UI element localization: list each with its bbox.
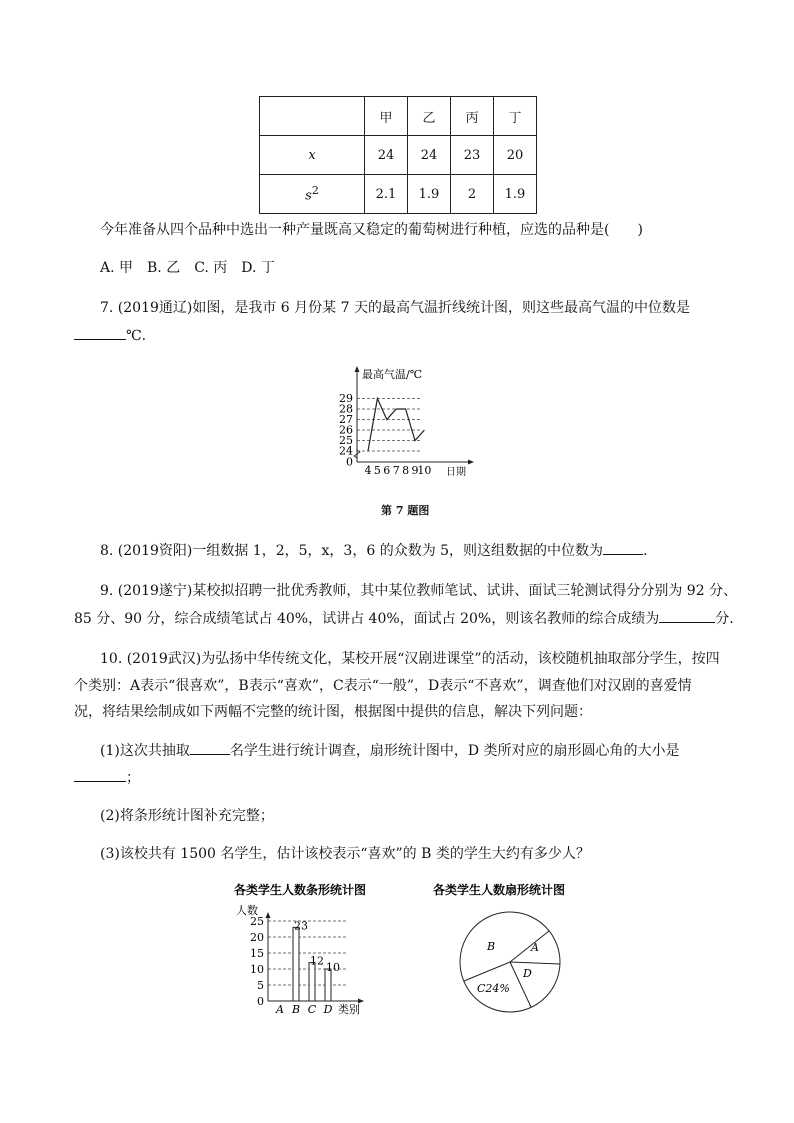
q8-text: 8. (2019资阳)一组数据 1，2，5，x，3，6 的众数为 5，则这组数据的中位数为 bbox=[100, 543, 604, 559]
pie-divider-ad bbox=[510, 962, 560, 964]
y-tick-label: 0 bbox=[346, 455, 353, 469]
table-cell: 1.9 bbox=[494, 175, 537, 214]
pie-slice-label: B bbox=[487, 940, 496, 953]
table-header-cell: 丁 bbox=[494, 97, 537, 136]
table-cell: 24 bbox=[365, 136, 408, 175]
bar-x-axis-label: 类别 bbox=[338, 1003, 360, 1016]
table-header-row bbox=[260, 97, 537, 136]
y-tick-label: 24 bbox=[339, 444, 353, 458]
pie-divider-cb bbox=[464, 962, 510, 981]
pie-slice-label: D bbox=[523, 967, 532, 980]
y-axis-label: 最高气温/℃ bbox=[362, 368, 423, 381]
q10-part1-a: (1)这次共抽取 bbox=[100, 743, 190, 759]
bar-category-label: B bbox=[291, 1003, 301, 1016]
answer-blank[interactable] bbox=[190, 740, 230, 755]
answer-blank[interactable] bbox=[74, 325, 126, 340]
table-cell: 20 bbox=[494, 136, 537, 175]
bar-y-tick-label: 25 bbox=[250, 915, 264, 928]
q9-line1: 9. (2019遂宁)某校拟招聘一批优秀教师，其中某位教师笔试、试讲、面试三轮测试得分分别为 92 分、 bbox=[100, 583, 738, 599]
bar-category-label: A bbox=[276, 1003, 284, 1016]
y-tick-label: 25 bbox=[339, 434, 353, 447]
x-tick-label: 7 bbox=[392, 464, 400, 477]
pie-chart-title: 各类学生人数扇形统计图 bbox=[433, 883, 566, 897]
q7-line1: 7. (2019通辽)如图，是我市 6 月份某 7 天的最高气温折线统计图，则这些最高气温的中位数是 bbox=[100, 300, 690, 316]
bar-y-tick-label: 0 bbox=[257, 995, 264, 1008]
y-axis-arrow bbox=[355, 366, 360, 372]
bar-category-label: C bbox=[307, 1003, 317, 1016]
row-label-s2 bbox=[260, 175, 365, 214]
x-axis-label: 日期 bbox=[446, 467, 466, 478]
q10-line2: 个类别：A表示“很喜欢”，B表示“喜欢”，C表示“一般”，D表示“不喜欢”，调查他们对汉剧的喜爱情 bbox=[74, 678, 692, 694]
temperature-series-line bbox=[368, 399, 424, 452]
temperature-line-chart bbox=[320, 362, 490, 482]
table-cell: 1.9 bbox=[408, 175, 451, 214]
bar-value-label: 12 bbox=[310, 954, 324, 968]
q6-options: A. 甲 B. 乙 C. 丙 D. 丁 bbox=[100, 260, 275, 276]
row-label-sup: 2 bbox=[311, 184, 319, 198]
table-header-cell: 甲 bbox=[365, 97, 408, 136]
variance-table bbox=[259, 96, 537, 214]
bar bbox=[309, 963, 315, 1001]
q7-unit: ℃. bbox=[126, 328, 147, 344]
q9-text: 85 分、90 分，综合成绩笔试占 40%，试讲占 40%，面试占 20%，则该名教师的综合成绩为 bbox=[74, 611, 660, 627]
q9-end: 分. bbox=[715, 611, 734, 627]
q10-line1: 10. (2019武汉)为弘扬中华传统文化，某校开展“汉剧进课堂”的活动，该校随机抽取部分学生，按四 bbox=[100, 651, 720, 667]
table-row bbox=[260, 136, 537, 175]
table-header-cell: 丙 bbox=[451, 97, 494, 136]
y-tick-label: 27 bbox=[339, 413, 353, 426]
bar-y-axis-arrow bbox=[266, 912, 271, 918]
y-tick-label: 26 bbox=[339, 423, 353, 437]
q10-part1-b: 名学生进行统计调查，扇形统计图中，D 类所对应的扇形圆心角的大小是 bbox=[229, 743, 680, 759]
bar-value-label: 23 bbox=[294, 919, 308, 933]
bar-y-tick-label: 5 bbox=[257, 979, 264, 992]
q8-end: . bbox=[643, 543, 648, 559]
bar-y-tick-label: 10 bbox=[250, 963, 264, 976]
q10-line3: 况，将结果绘制成如下两幅不完整的统计图，根据图中提供的信息，解决下列问题： bbox=[74, 704, 592, 720]
table-cell: 2.1 bbox=[365, 175, 408, 214]
bar-chart-title: 各类学生人数条形统计图 bbox=[234, 883, 367, 897]
pie-divider-ab bbox=[510, 931, 549, 962]
answer-blank[interactable] bbox=[659, 608, 715, 623]
table-corner-cell bbox=[260, 97, 365, 136]
x-tick-label: 5 bbox=[373, 464, 381, 477]
q10-part1 bbox=[100, 740, 680, 761]
q9-line2 bbox=[74, 608, 734, 629]
table-row bbox=[260, 175, 537, 214]
q10-part3: (3)该校共有 1500 名学生，估计该校表示“喜欢”的 B 类的学生大约有多少人？ bbox=[100, 846, 590, 862]
q10-part1-line2 bbox=[74, 767, 140, 788]
bar-category-label: D bbox=[323, 1003, 333, 1016]
pie-slice-label: C24% bbox=[477, 982, 510, 995]
table-header-cell: 乙 bbox=[408, 97, 451, 136]
answer-blank[interactable] bbox=[74, 767, 126, 782]
row-label-x: x bbox=[260, 136, 365, 175]
q10-part1-end: ； bbox=[126, 770, 140, 786]
category-bar-chart bbox=[228, 880, 398, 1020]
table-cell: 24 bbox=[408, 136, 451, 175]
x-tick-label: 6 bbox=[383, 464, 391, 477]
q8-line bbox=[100, 540, 648, 561]
table-cell: 23 bbox=[451, 136, 494, 175]
x-tick-label: 8 bbox=[402, 464, 410, 477]
chart7-caption: 第 7 题图 bbox=[381, 504, 430, 517]
bar-y-tick-label: 20 bbox=[250, 931, 264, 944]
pie-slice-label: A bbox=[531, 941, 539, 954]
bar-y-axis-label: 人数 bbox=[236, 904, 258, 917]
x-tick-label: 9 bbox=[411, 464, 419, 477]
q6-text: 今年准备从四个品种中选出一种产量既高又稳定的葡萄树进行种植，应选的品种是( ) bbox=[100, 222, 643, 238]
q10-part2: (2)将条形统计图补充完整； bbox=[100, 808, 274, 824]
table-cell: 2 bbox=[451, 175, 494, 214]
bar bbox=[293, 927, 299, 1001]
answer-blank[interactable] bbox=[603, 540, 643, 555]
category-pie-chart bbox=[425, 880, 605, 1020]
bar-y-tick-label: 15 bbox=[250, 947, 264, 960]
q7-line2 bbox=[74, 325, 146, 346]
y-tick-label: 28 bbox=[339, 402, 353, 416]
x-tick-label: 4 bbox=[364, 464, 372, 477]
bar-value-label: 10 bbox=[326, 961, 340, 974]
row-label-s: s bbox=[305, 188, 312, 204]
x-axis-arrow bbox=[468, 460, 474, 465]
y-tick-label: 29 bbox=[339, 392, 353, 405]
x-tick-label: 10 bbox=[417, 464, 432, 477]
